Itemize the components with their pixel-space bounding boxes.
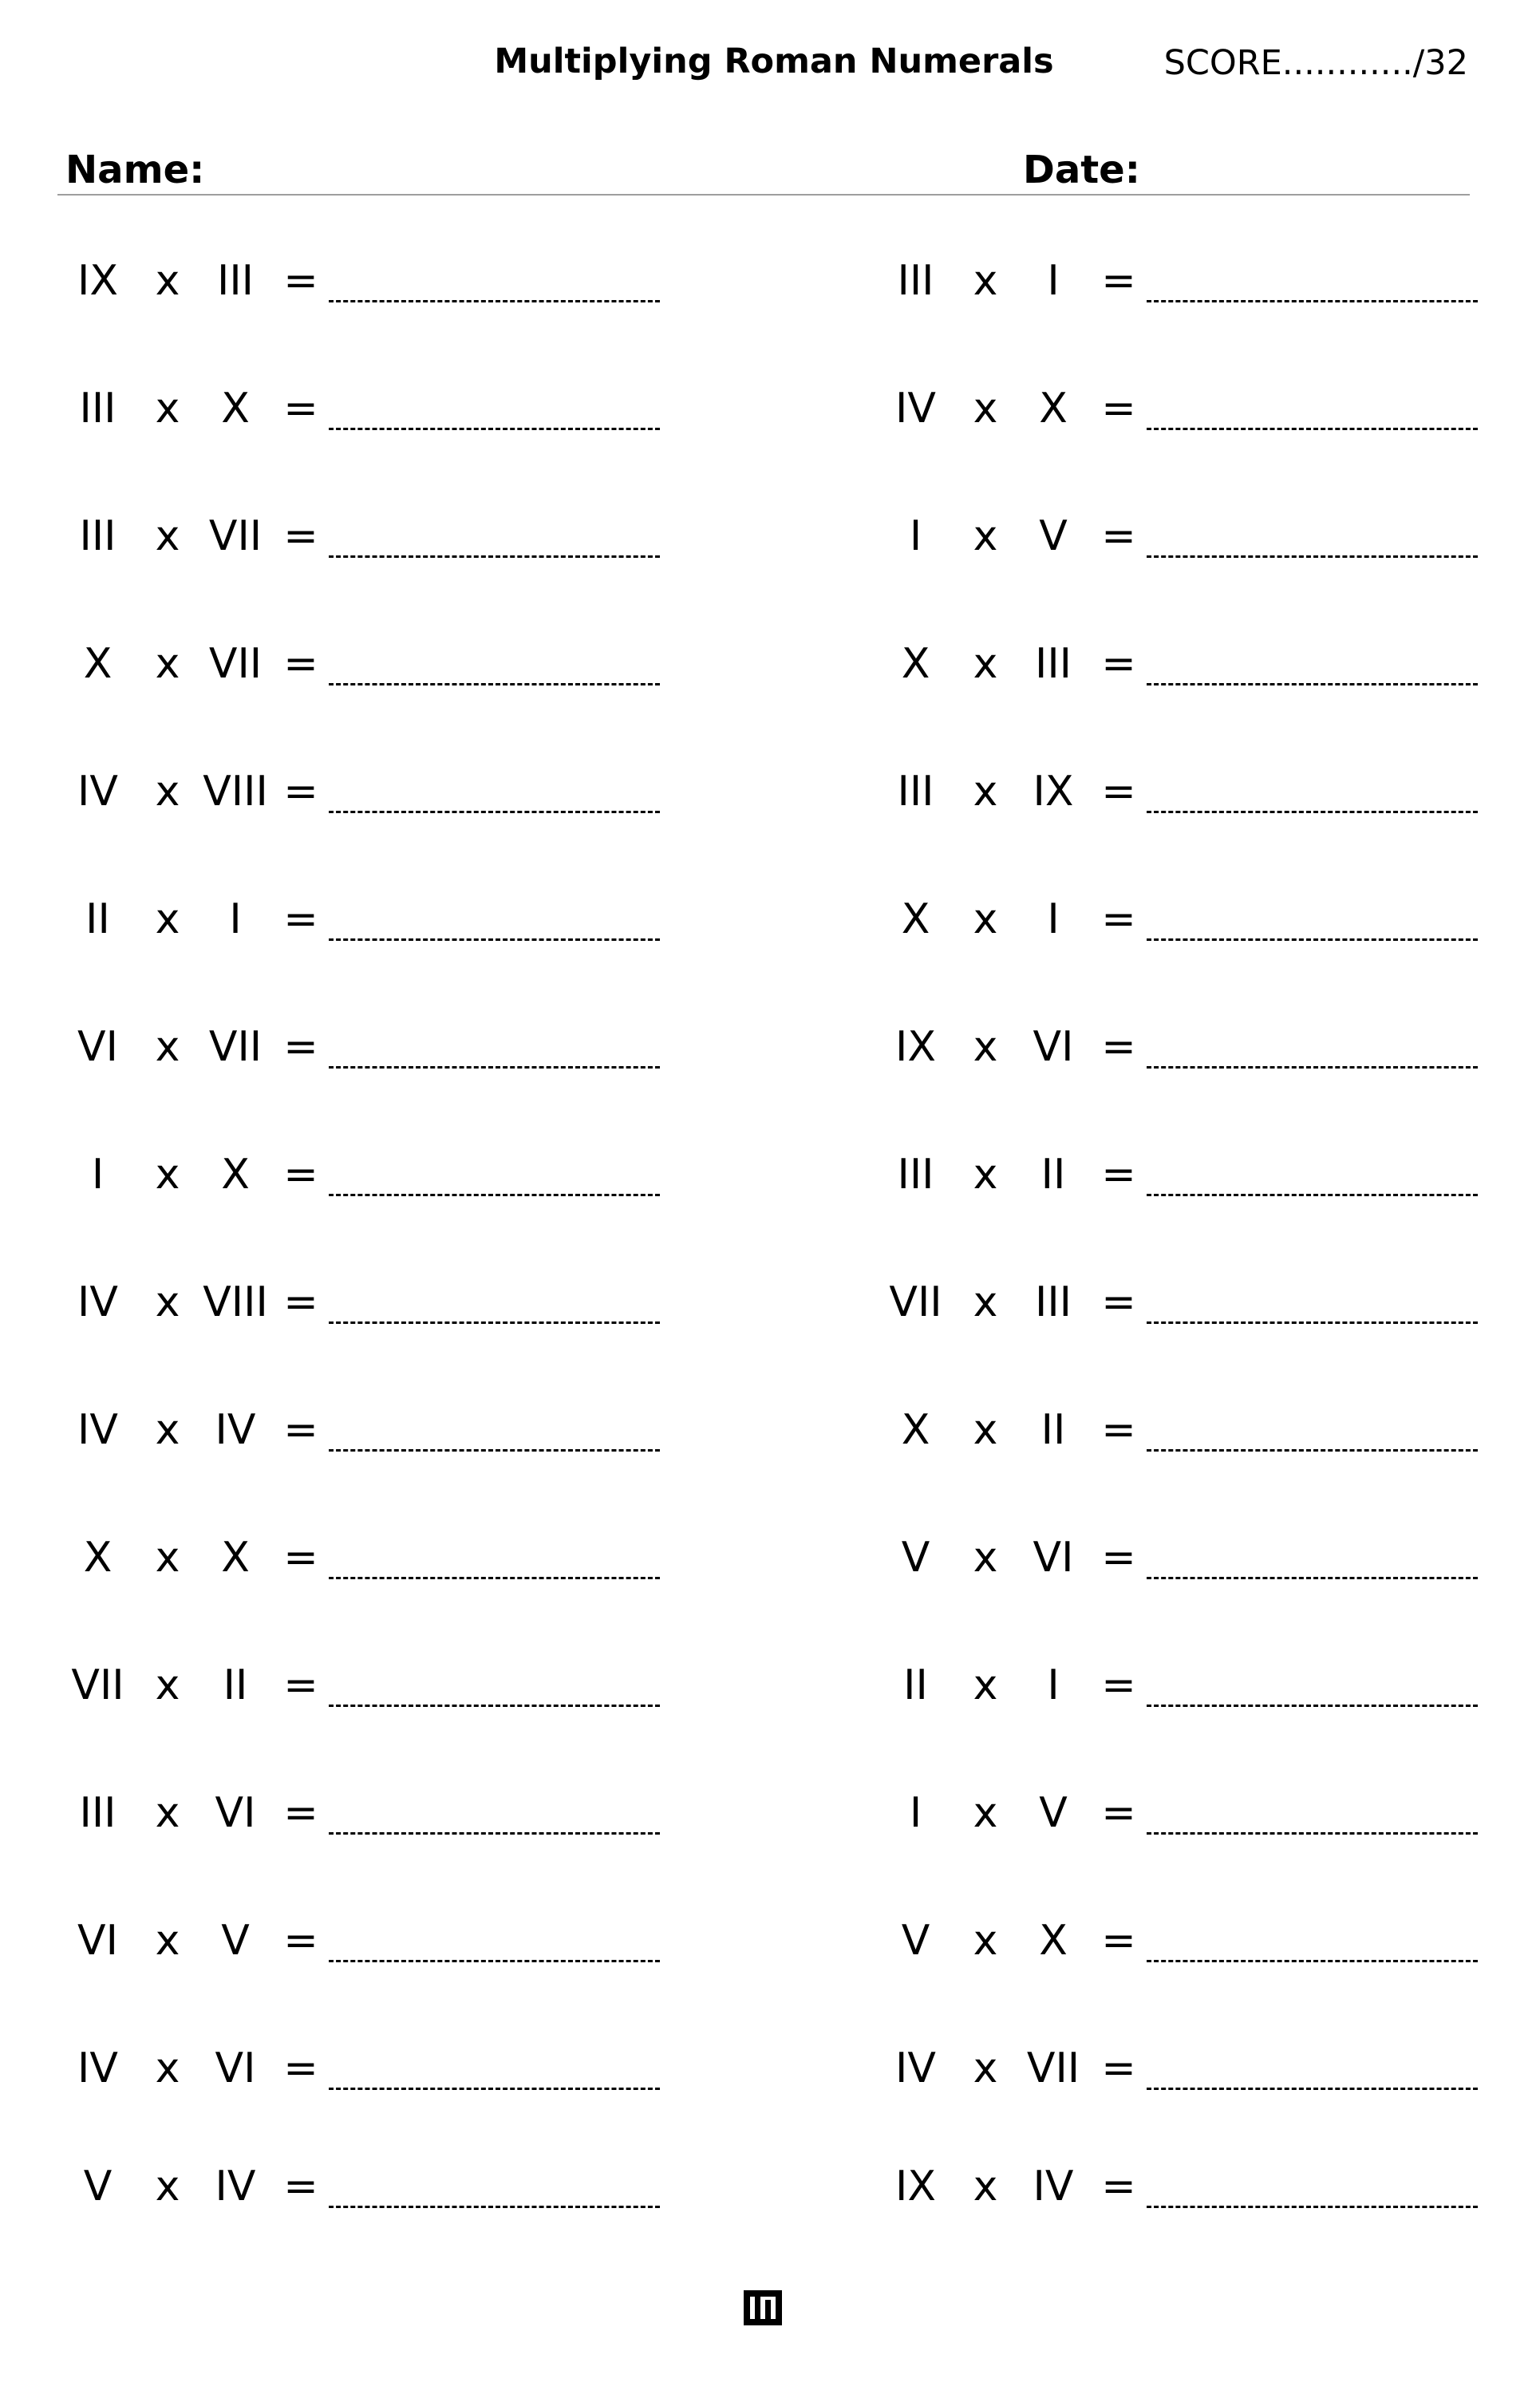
problem-row <box>56 1526 662 1590</box>
operand-b: IV <box>215 1406 256 1454</box>
operand-a: III <box>897 1151 934 1199</box>
operand-b: X <box>1039 385 1068 433</box>
operator-times: x <box>155 1661 180 1709</box>
operand-b: X <box>221 1151 250 1199</box>
operand-b: VII <box>208 640 263 688</box>
operand-b: VII <box>208 512 263 560</box>
equals-sign: = <box>283 385 318 433</box>
equals-sign: = <box>283 1278 318 1326</box>
problem-row <box>874 632 1480 696</box>
answer-blank[interactable] <box>329 1832 660 1835</box>
operator-times: x <box>973 1023 998 1071</box>
operand-b: I <box>1047 1661 1060 1709</box>
answer-blank[interactable] <box>1147 683 1478 685</box>
operator-times: x <box>155 385 180 433</box>
problem-row <box>56 1270 662 1334</box>
problem-row <box>56 377 662 440</box>
equals-sign: = <box>283 1534 318 1582</box>
operand-a: I <box>909 1789 922 1837</box>
operand-a: III <box>897 768 934 816</box>
operand-a: X <box>83 1534 113 1582</box>
operator-times: x <box>973 1406 998 1454</box>
operator-times: x <box>973 2163 998 2210</box>
operand-b: II <box>1040 1151 1066 1199</box>
answer-blank[interactable] <box>1147 1832 1478 1835</box>
operator-times: x <box>155 257 180 305</box>
score-field: SCORE............/32 <box>1163 43 1468 83</box>
equals-sign: = <box>1101 1534 1136 1582</box>
answer-blank[interactable] <box>1147 1705 1478 1707</box>
operand-b: VI <box>215 1789 256 1837</box>
operand-b: X <box>1039 1917 1068 1965</box>
answer-blank[interactable] <box>1147 1449 1478 1452</box>
problem-row <box>874 249 1480 313</box>
operand-b: I <box>1047 257 1060 305</box>
operand-b: II <box>223 1661 248 1709</box>
operator-times: x <box>973 512 998 560</box>
operator-times: x <box>155 1789 180 1837</box>
operand-a: II <box>85 895 110 943</box>
operator-times: x <box>973 1151 998 1199</box>
operand-a: III <box>79 385 116 433</box>
operator-times: x <box>973 1534 998 1582</box>
problem-row <box>874 760 1480 824</box>
operand-a: III <box>79 512 116 560</box>
operand-b: IV <box>215 2163 256 2210</box>
operator-times: x <box>973 640 998 688</box>
operator-times: x <box>155 1534 180 1582</box>
answer-blank[interactable] <box>329 1066 660 1069</box>
operand-b: VI <box>215 2044 256 2092</box>
answer-blank[interactable] <box>329 938 660 941</box>
operand-a: V <box>901 1917 930 1965</box>
equals-sign: = <box>1101 2044 1136 2092</box>
brand-logo-icon <box>742 2289 784 2330</box>
operator-times: x <box>155 1917 180 1965</box>
operand-a: IX <box>77 257 118 305</box>
equals-sign: = <box>283 1917 318 1965</box>
problem-row <box>874 1909 1480 1973</box>
equals-sign: = <box>283 257 318 305</box>
operand-b: VII <box>208 1023 263 1071</box>
answer-blank[interactable] <box>329 2206 660 2208</box>
operand-b: III <box>216 257 254 305</box>
operand-b: III <box>1034 1278 1072 1326</box>
answer-blank[interactable] <box>1147 938 1478 941</box>
answer-blank[interactable] <box>1147 2088 1478 2090</box>
problem-row <box>874 1015 1480 1079</box>
equals-sign: = <box>283 512 318 560</box>
equals-sign: = <box>1101 640 1136 688</box>
operand-b: V <box>221 1917 250 1965</box>
equals-sign: = <box>1101 1661 1136 1709</box>
operand-a: X <box>901 640 930 688</box>
operand-a: III <box>79 1789 116 1837</box>
equals-sign: = <box>1101 512 1136 560</box>
problem-row <box>56 1143 662 1207</box>
operand-b: V <box>1039 512 1068 560</box>
operand-a: II <box>903 1661 928 1709</box>
operator-times: x <box>973 257 998 305</box>
operator-times: x <box>973 385 998 433</box>
operand-a: III <box>897 257 934 305</box>
equals-sign: = <box>1101 1406 1136 1454</box>
page-title: Multiplying Roman Numerals <box>494 41 1054 81</box>
problem-row <box>874 1270 1480 1334</box>
operator-times: x <box>155 1023 180 1071</box>
problem-row <box>874 1398 1480 1462</box>
operator-times: x <box>155 768 180 816</box>
operand-b: X <box>221 385 250 433</box>
header-divider <box>57 194 1470 196</box>
equals-sign: = <box>283 1151 318 1199</box>
date-label: Date: <box>1023 148 1140 192</box>
equals-sign: = <box>1101 1023 1136 1071</box>
operand-b: V <box>1039 1789 1068 1837</box>
answer-blank[interactable] <box>1147 1960 1478 1962</box>
problem-row <box>874 887 1480 951</box>
problem-row <box>56 1653 662 1717</box>
operand-a: IV <box>895 385 936 433</box>
answer-blank[interactable] <box>1147 1577 1478 1579</box>
operand-b: VIII <box>203 1278 268 1326</box>
equals-sign: = <box>283 895 318 943</box>
operator-times: x <box>973 1278 998 1326</box>
operand-a: V <box>83 2163 113 2210</box>
operator-times: x <box>973 1789 998 1837</box>
operator-times: x <box>155 1406 180 1454</box>
operand-b: IV <box>1033 2163 1074 2210</box>
answer-blank[interactable] <box>1147 555 1478 558</box>
problem-row <box>874 2036 1480 2100</box>
problem-row <box>56 1781 662 1845</box>
operand-a: X <box>901 1406 930 1454</box>
operator-times: x <box>155 1278 180 1326</box>
operand-a: VI <box>77 1917 118 1965</box>
answer-blank[interactable] <box>1147 1321 1478 1324</box>
operand-b: II <box>1040 1406 1066 1454</box>
operand-a: V <box>901 1534 930 1582</box>
equals-sign: = <box>283 1661 318 1709</box>
problem-row <box>56 1909 662 1973</box>
operand-a: VII <box>889 1278 942 1326</box>
answer-blank[interactable] <box>329 1960 660 1962</box>
operand-a: IV <box>895 2044 936 2092</box>
problem-row <box>56 887 662 951</box>
operator-times: x <box>155 2044 180 2092</box>
answer-blank[interactable] <box>1147 428 1478 430</box>
problem-row <box>874 1781 1480 1845</box>
problem-row <box>874 1653 1480 1717</box>
operand-a: IX <box>895 1023 936 1071</box>
operand-b: I <box>1047 895 1060 943</box>
operand-b: III <box>1034 640 1072 688</box>
operand-b: VII <box>1026 2044 1080 2092</box>
equals-sign: = <box>1101 2163 1136 2210</box>
operand-b: VIII <box>203 768 268 816</box>
operator-times: x <box>155 2163 180 2210</box>
answer-blank[interactable] <box>329 811 660 813</box>
operand-a: IX <box>895 2163 936 2210</box>
problem-row <box>56 1398 662 1462</box>
operand-a: VI <box>77 1023 118 1071</box>
problem-row <box>56 2155 662 2218</box>
equals-sign: = <box>283 2163 318 2210</box>
answer-blank[interactable] <box>329 1577 660 1579</box>
answer-blank[interactable] <box>329 300 660 302</box>
equals-sign: = <box>1101 768 1136 816</box>
operator-times: x <box>155 1151 180 1199</box>
answer-blank[interactable] <box>1147 2206 1478 2208</box>
operand-a: I <box>909 512 922 560</box>
problem-row <box>874 504 1480 568</box>
operator-times: x <box>155 895 180 943</box>
answer-blank[interactable] <box>329 1321 660 1324</box>
answer-blank[interactable] <box>329 1194 660 1196</box>
equals-sign: = <box>283 2044 318 2092</box>
name-label: Name: <box>65 148 205 192</box>
answer-blank[interactable] <box>1147 1194 1478 1196</box>
operand-b: I <box>229 895 242 943</box>
operand-a: I <box>91 1151 105 1199</box>
answer-blank[interactable] <box>1147 811 1478 813</box>
problem-row <box>874 377 1480 440</box>
equals-sign: = <box>283 1789 318 1837</box>
operand-a: VII <box>71 1661 124 1709</box>
operand-a: X <box>901 895 930 943</box>
equals-sign: = <box>283 1023 318 1071</box>
problem-row <box>56 504 662 568</box>
operator-times: x <box>973 768 998 816</box>
operator-times: x <box>155 512 180 560</box>
answer-blank[interactable] <box>329 555 660 558</box>
answer-blank[interactable] <box>1147 300 1478 302</box>
answer-blank[interactable] <box>1147 1066 1478 1069</box>
operand-a: IV <box>77 768 118 816</box>
operator-times: x <box>155 640 180 688</box>
operand-a: IV <box>77 2044 118 2092</box>
equals-sign: = <box>283 1406 318 1454</box>
equals-sign: = <box>1101 895 1136 943</box>
operand-b: VI <box>1033 1534 1074 1582</box>
problem-row <box>56 249 662 313</box>
answer-blank[interactable] <box>329 428 660 430</box>
answer-blank[interactable] <box>329 2088 660 2090</box>
operand-a: IV <box>77 1278 118 1326</box>
equals-sign: = <box>1101 1917 1136 1965</box>
problem-row <box>874 1143 1480 1207</box>
answer-blank[interactable] <box>329 683 660 685</box>
equals-sign: = <box>283 640 318 688</box>
operator-times: x <box>973 2044 998 2092</box>
problem-row <box>56 1015 662 1079</box>
equals-sign: = <box>1101 1278 1136 1326</box>
operand-b: X <box>221 1534 250 1582</box>
problem-row <box>56 760 662 824</box>
equals-sign: = <box>283 768 318 816</box>
problem-row <box>56 632 662 696</box>
operator-times: x <box>973 895 998 943</box>
equals-sign: = <box>1101 1789 1136 1837</box>
equals-sign: = <box>1101 1151 1136 1199</box>
operand-a: X <box>83 640 113 688</box>
answer-blank[interactable] <box>329 1705 660 1707</box>
operand-a: IV <box>77 1406 118 1454</box>
problem-row <box>874 2155 1480 2218</box>
operand-b: IX <box>1033 768 1074 816</box>
operator-times: x <box>973 1661 998 1709</box>
equals-sign: = <box>1101 257 1136 305</box>
operator-times: x <box>973 1917 998 1965</box>
problem-row <box>56 2036 662 2100</box>
answer-blank[interactable] <box>329 1449 660 1452</box>
equals-sign: = <box>1101 385 1136 433</box>
problem-row <box>874 1526 1480 1590</box>
operand-b: VI <box>1033 1023 1074 1071</box>
